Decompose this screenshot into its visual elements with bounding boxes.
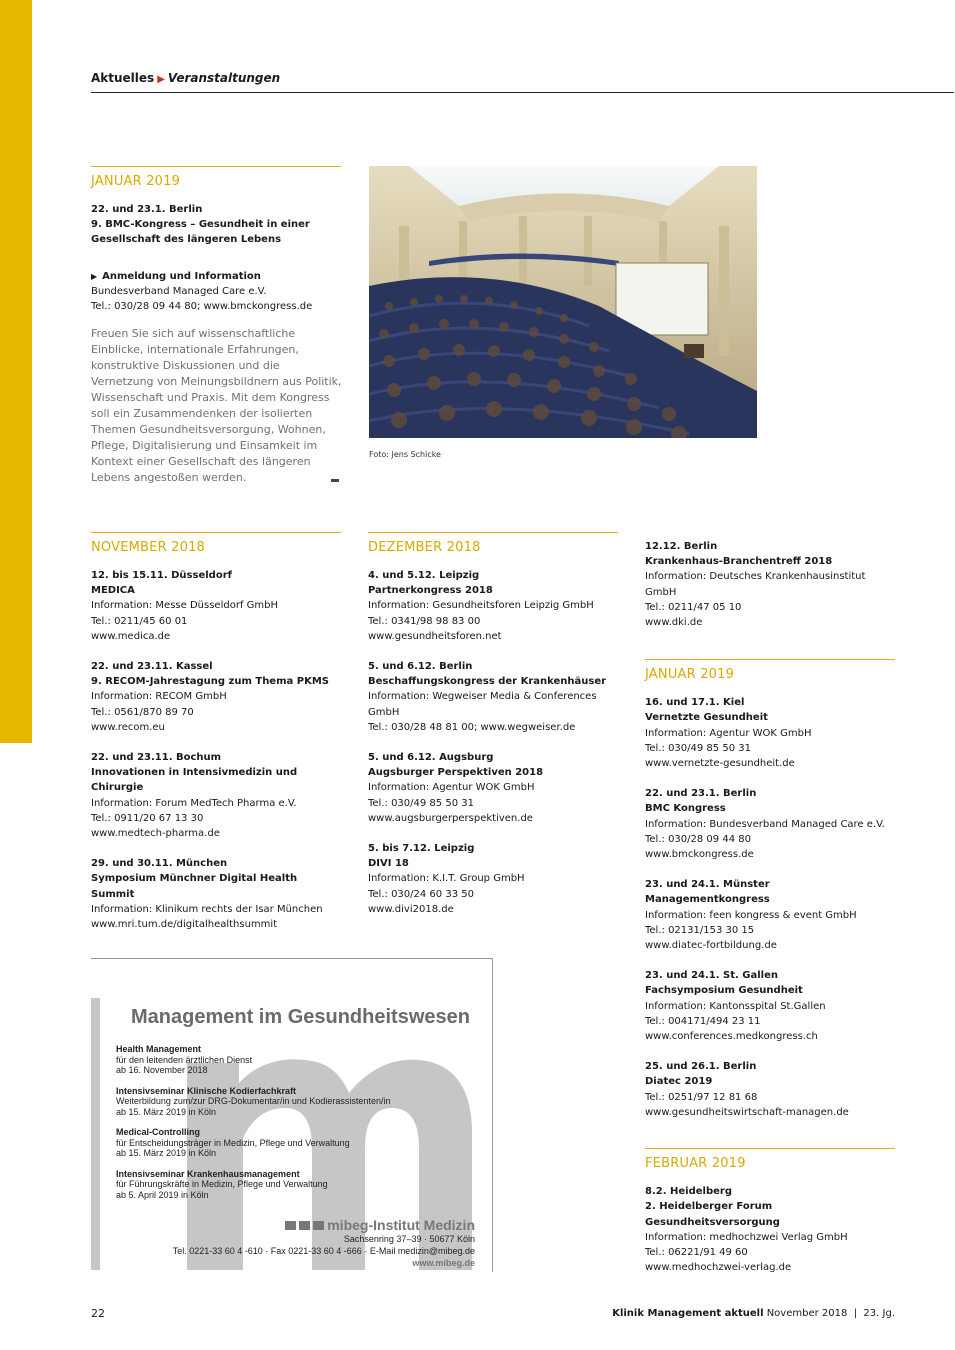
section-title: FEBRUAR 2019 xyxy=(645,1156,746,1172)
ad-course: Medical-Controlling für Entscheidungsträger in Medizin, Pflege und Verwaltung ab 15. März 2019 in Köln xyxy=(116,1127,350,1158)
breadcrumb-section: Aktuelles xyxy=(91,71,155,85)
event-entry: 22. und 23.11. Kassel 9. RECOM-Jahrestagung zum Thema PKMS Information: RECOM GmbH Tel.: 0561/870 89 70 www.recom.eu xyxy=(91,661,329,733)
ad-logo: mibeg-Institut Medizin xyxy=(285,1217,475,1233)
event-title: 9. BMC-Kongress – Gesundheit in einer Gesellschaft des längeren Lebens xyxy=(91,219,310,246)
ad-contact: Tel. 0221-33 60 4 -610 · Fax 0221-33 60 4 -666 · E-Mail medizin@mibeg.de xyxy=(172,1246,475,1256)
ad-frame-right xyxy=(492,958,493,1272)
events-right-column xyxy=(645,539,895,1290)
event-entry: 16. und 17.1. Kiel Vernetzte Gesundheit Information: Agentur WOK GmbH Tel.: 030/49 85 50 31 www.vernetzte-gesundheit.de xyxy=(645,697,812,770)
ad-course-list xyxy=(116,1044,446,1210)
ad-website: www.mibeg.de xyxy=(412,1258,475,1268)
logo-block-icon xyxy=(285,1221,296,1230)
ad-address: Sachsenring 37–39 · 50677 Köln xyxy=(343,1234,475,1244)
featured-event xyxy=(91,166,341,486)
event-date: 22. und 23.1. Berlin xyxy=(91,204,203,215)
advertisement xyxy=(91,998,479,1270)
section-title: NOVEMBER 2018 xyxy=(91,540,206,555)
section-rule xyxy=(645,1148,895,1149)
journal-issue: November 2018 | 23. Jg. xyxy=(766,1308,895,1319)
breadcrumb-arrow-icon: ▶ xyxy=(157,74,165,85)
photo-caption: Foto: Jens Schicke xyxy=(369,450,441,459)
event-entry: 25. und 26.1. Berlin Diatec 2019 Tel.: 0251/97 12 81 68 www.gesundheitswirtschaft-managen.de xyxy=(645,1061,849,1118)
side-accent-bar xyxy=(0,0,32,743)
event-entry: 12.12. Berlin Krankenhaus-Branchentreff 2018 Information: Deutsches Krankenhausinstitut GmbH Tel.: 0211/47 05 10 www.dki.de xyxy=(645,541,866,629)
event-entry: 23. und 24.1. St. Gallen Fachsymposium Gesundheit Information: Kantonsspital St.Gallen Tel.: 004171/494 23 11 www.conferences.medkongress.ch xyxy=(645,970,826,1043)
event-entry: 5. bis 7.12. Leipzig DIVI 18 Information: K.I.T. Group GmbH Tel.: 030/24 60 33 50 www.divi2018.de xyxy=(368,843,525,915)
events-dezember xyxy=(368,532,618,932)
event-entry: 12. bis 15.11. Düsseldorf MEDICA Information: Messe Düsseldorf GmbH Tel.: 0211/45 60 01 www.medica.de xyxy=(91,570,278,642)
conference-photo xyxy=(369,166,757,438)
event-entry: 29. und 30.11. München Symposium Münchner Digital Health Summit Information: Klinikum rechts der Isar München www.mri.tum.de/digitalhealthsummit xyxy=(91,858,323,931)
section-title: JANUAR 2019 xyxy=(91,174,181,189)
breadcrumb-subsection: Veranstaltungen xyxy=(167,71,281,85)
event-entry: 22. und 23.11. Bochum Innovationen in Intensivmedizin und Chirurgie Information: Forum MedTech Pharma e.V. Tel.: 0911/20 67 13 30 www.medtech-pharma.de xyxy=(91,752,298,840)
section-rule xyxy=(91,532,341,533)
event-entry: 5. und 6.12. Berlin Beschaffungskongress der Krankenhäuser Information: Wegweiser Media & Conferences GmbH Tel.: 030/28 48 81 00; www.wegweiser.de xyxy=(368,661,607,733)
event-entry: 23. und 24.1. Münster Managementkongress Information: feen kongress & event GmbH Tel.: 02131/153 30 15 www.diatec-fortbildung.de xyxy=(645,879,857,952)
ad-strip xyxy=(91,998,100,1270)
footer-journal xyxy=(612,1308,895,1319)
event-entry: 5. und 6.12. Augsburg Augsburger Perspektiven 2018 Information: Agentur WOK GmbH Tel.: 030/49 85 50 31 www.augsburgerperspektiven.de xyxy=(368,752,544,824)
ad-title: Management im Gesundheitswesen xyxy=(131,1006,470,1028)
section-rule xyxy=(645,659,895,660)
ad-course: Health Management für den leitenden ärztlichen Dienst ab 16. November 2018 xyxy=(116,1044,253,1075)
ad-course: Intensivseminar Klinische Kodierfachkraft Weiterbildung zum/zur DRG-Dokumentar/in und Kodierassistenten/in ab 15. März 2019 in Köln xyxy=(116,1085,391,1117)
ad-frame-top xyxy=(91,958,492,959)
info-line: Tel.: 030/28 09 44 80; www.bmckongress.de xyxy=(91,300,313,312)
section-rule xyxy=(91,166,341,167)
header-rule xyxy=(91,92,954,93)
section-title: DEZEMBER 2018 xyxy=(368,540,481,555)
section-title: JANUAR 2019 xyxy=(645,667,735,683)
journal-name: Klinik Management aktuell xyxy=(612,1308,764,1319)
logo-block-icon xyxy=(313,1221,324,1230)
ad-course: Intensivseminar Krankenhausmanagement für Führungskräfte in Medizin, Pflege und Verwaltung ab 5. April 2019 in Köln xyxy=(116,1168,328,1200)
event-entry xyxy=(91,202,341,248)
page-number: 22 xyxy=(91,1307,105,1320)
breadcrumb xyxy=(91,71,280,85)
info-line: Bundesverband Managed Care e.V. xyxy=(91,285,267,297)
event-entry: 8.2. Heidelberg 2. Heidelberger Forum Gesundheitsversorgung Information: medhochzwei Verlag GmbH Tel.: 06221/91 49 60 www.medhochzwei-verlag.de xyxy=(645,1186,848,1274)
section-rule xyxy=(368,532,618,533)
end-mark xyxy=(331,479,339,482)
event-entry: 4. und 5.12. Leipzig Partnerkongress 2018 Information: Gesundheitsforen Leipzig GmbH Tel.: 0341/98 98 83 00 www.gesundheitsforen.net xyxy=(368,570,594,642)
events-november xyxy=(91,532,341,947)
event-entry: 22. und 23.1. Berlin BMC Kongress Information: Bundesverband Managed Care e.V. Tel.: 030/28 09 44 80 www.bmckongress.de xyxy=(645,788,885,861)
triangle-bullet-icon: ▶ xyxy=(91,271,98,281)
logo-block-icon xyxy=(299,1221,310,1230)
info-heading: ▶ Anmeldung und Information xyxy=(91,270,261,282)
event-description: Freuen Sie sich auf wissenschaftliche Einblicke, internationale Erfahrungen, konstruktive Diskussionen und die Vernetzung von Meinungsbildnern aus Politik, Wissenschaft und Praxis. Mit dem Kongress soll ein Zusammendenken der isolierten Themen Gesundheitsversorgung, Wohnen, Pflege, Digitalisierung und Einsamkeit im Kontext einer Gesellschaft des längeren Lebens angestoßen werden. xyxy=(91,327,342,485)
